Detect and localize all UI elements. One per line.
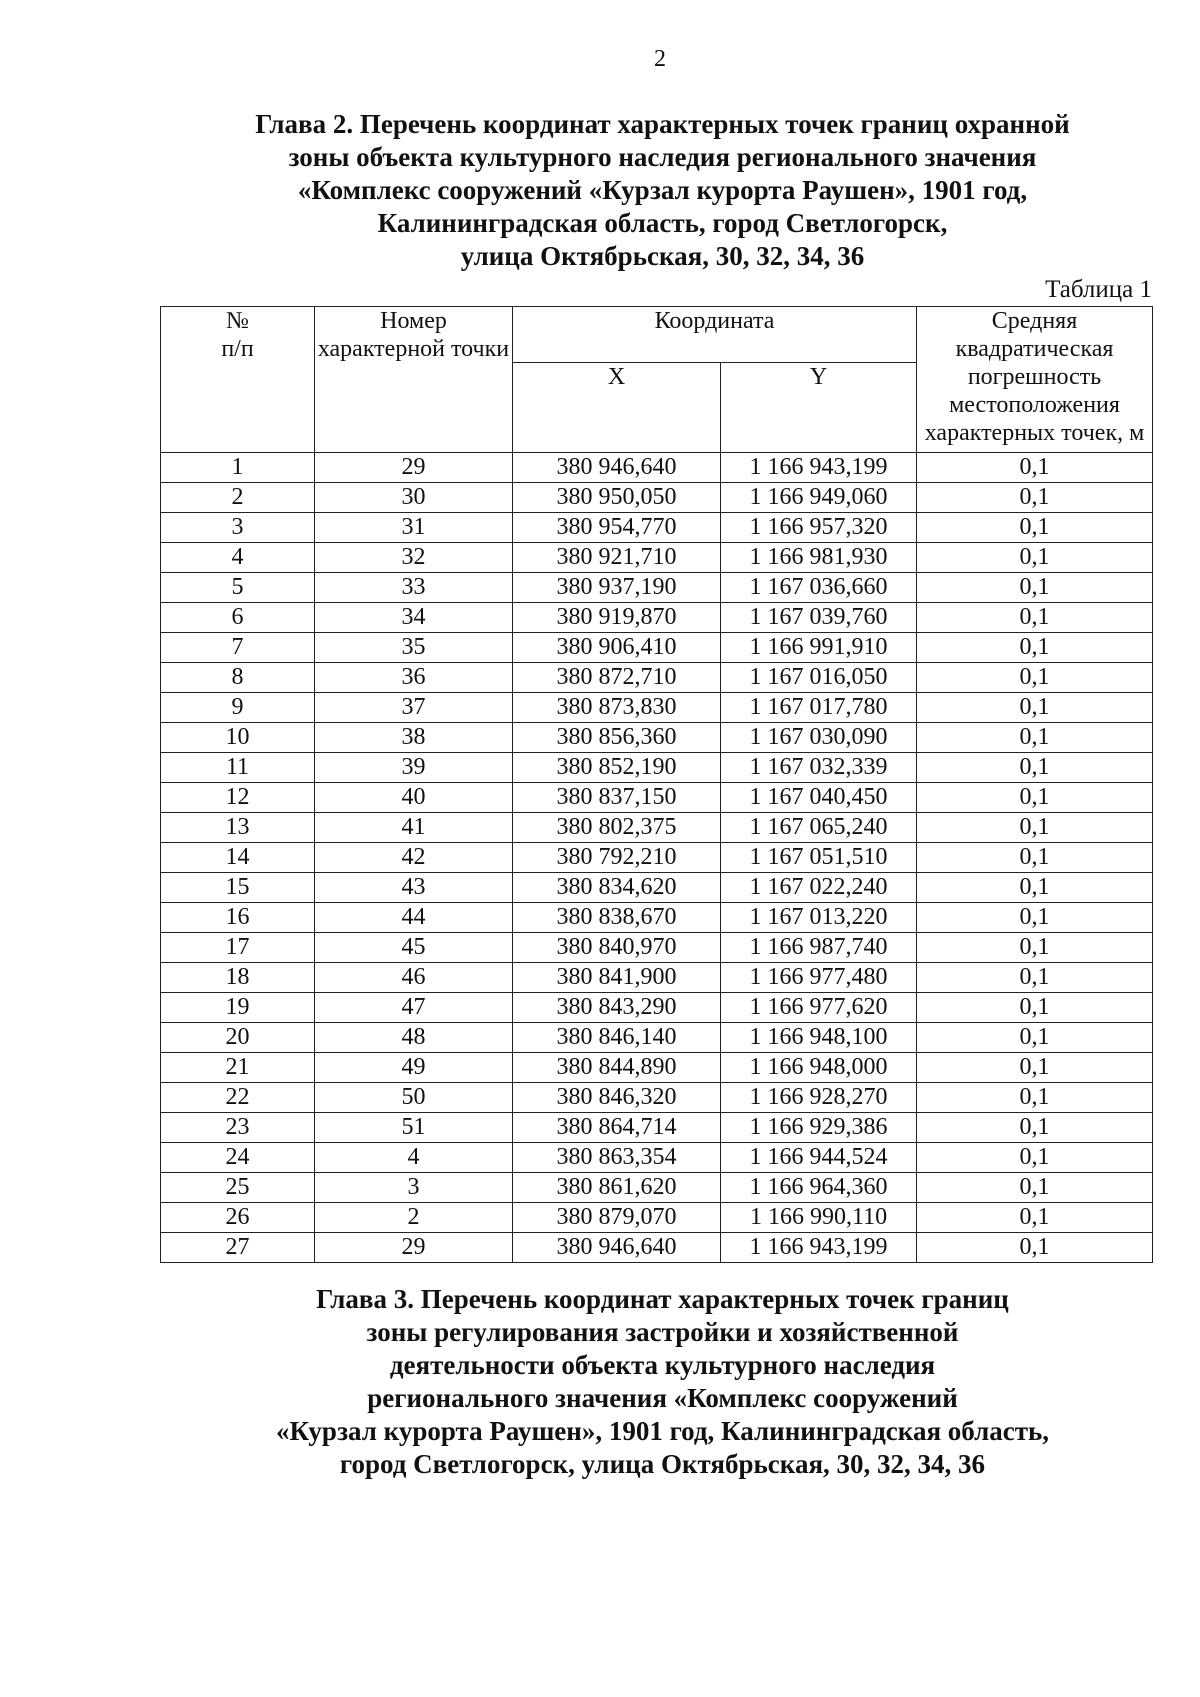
header-error bbox=[917, 307, 1153, 453]
cell-error: 0,1 bbox=[917, 663, 1153, 693]
cell-error: 0,1 bbox=[917, 723, 1153, 753]
cell-number: 4 bbox=[161, 543, 315, 573]
cell-point: 49 bbox=[315, 1053, 513, 1083]
cell-point: 4 bbox=[315, 1143, 513, 1173]
cell-error: 0,1 bbox=[917, 1233, 1153, 1263]
cell-x: 380 954,770 bbox=[513, 513, 721, 543]
cell-x: 380 861,620 bbox=[513, 1173, 721, 1203]
table-label: Таблица 1 bbox=[1045, 276, 1152, 303]
header-text: квадратическая bbox=[955, 336, 1114, 362]
table-row bbox=[161, 843, 1153, 873]
cell-error: 0,1 bbox=[917, 693, 1153, 723]
header-text: характерной точки bbox=[317, 336, 510, 362]
cell-y: 1 167 022,240 bbox=[721, 873, 917, 903]
cell-error: 0,1 bbox=[917, 993, 1153, 1023]
cell-error: 0,1 bbox=[917, 1173, 1153, 1203]
cell-x: 380 863,354 bbox=[513, 1143, 721, 1173]
header-y: Y bbox=[721, 363, 917, 453]
cell-number: 6 bbox=[161, 603, 315, 633]
cell-number: 17 bbox=[161, 933, 315, 963]
cell-x: 380 838,670 bbox=[513, 903, 721, 933]
cell-number: 22 bbox=[161, 1083, 315, 1113]
cell-number: 15 bbox=[161, 873, 315, 903]
cell-x: 380 837,150 bbox=[513, 783, 721, 813]
header-text: № bbox=[226, 308, 249, 334]
cell-error: 0,1 bbox=[917, 873, 1153, 903]
header-text: Номер bbox=[380, 308, 447, 334]
cell-y: 1 166 949,060 bbox=[721, 483, 917, 513]
cell-error: 0,1 bbox=[917, 633, 1153, 663]
table-row bbox=[161, 873, 1153, 903]
table-row bbox=[161, 603, 1153, 633]
cell-y: 1 166 948,100 bbox=[721, 1023, 917, 1053]
cell-point: 39 bbox=[315, 753, 513, 783]
cell-error: 0,1 bbox=[917, 903, 1153, 933]
cell-point: 43 bbox=[315, 873, 513, 903]
heading-line: «Курзал курорта Раушен», 1901 год, Калининградская область, bbox=[275, 1416, 1050, 1446]
cell-number: 9 bbox=[161, 693, 315, 723]
cell-number: 12 bbox=[161, 783, 315, 813]
cell-y: 1 166 957,320 bbox=[721, 513, 917, 543]
cell-error: 0,1 bbox=[917, 573, 1153, 603]
cell-error: 0,1 bbox=[917, 543, 1153, 573]
cell-point: 34 bbox=[315, 603, 513, 633]
table-row bbox=[161, 1083, 1153, 1113]
table-row bbox=[161, 903, 1153, 933]
cell-x: 380 946,640 bbox=[513, 453, 721, 483]
cell-point: 41 bbox=[315, 813, 513, 843]
cell-x: 380 950,050 bbox=[513, 483, 721, 513]
cell-x: 380 841,900 bbox=[513, 963, 721, 993]
cell-y: 1 167 030,090 bbox=[721, 723, 917, 753]
cell-y: 1 166 981,930 bbox=[721, 543, 917, 573]
cell-point: 29 bbox=[315, 453, 513, 483]
cell-y: 1 166 928,270 bbox=[721, 1083, 917, 1113]
cell-x: 380 843,290 bbox=[513, 993, 721, 1023]
cell-number: 11 bbox=[161, 753, 315, 783]
table-row bbox=[161, 1173, 1153, 1203]
table-row bbox=[161, 543, 1153, 573]
cell-error: 0,1 bbox=[917, 513, 1153, 543]
cell-error: 0,1 bbox=[917, 783, 1153, 813]
cell-number: 20 bbox=[161, 1023, 315, 1053]
heading-line: зоны объекта культурного наследия регионального значения bbox=[288, 142, 1037, 172]
table-row bbox=[161, 1113, 1153, 1143]
cell-y: 1 167 013,220 bbox=[721, 903, 917, 933]
table-row bbox=[161, 723, 1153, 753]
header-point-number bbox=[315, 307, 513, 453]
cell-point: 2 bbox=[315, 1203, 513, 1233]
header-text: п/п bbox=[221, 336, 254, 362]
cell-point: 3 bbox=[315, 1173, 513, 1203]
cell-x: 380 873,830 bbox=[513, 693, 721, 723]
cell-point: 44 bbox=[315, 903, 513, 933]
cell-y: 1 166 943,199 bbox=[721, 1233, 917, 1263]
cell-x: 380 844,890 bbox=[513, 1053, 721, 1083]
table-row bbox=[161, 663, 1153, 693]
cell-x: 380 919,870 bbox=[513, 603, 721, 633]
cell-point: 46 bbox=[315, 963, 513, 993]
cell-point: 29 bbox=[315, 1233, 513, 1263]
header-text: характерных точек, м bbox=[924, 420, 1145, 446]
cell-error: 0,1 bbox=[917, 1083, 1153, 1113]
table-row bbox=[161, 453, 1153, 483]
cell-y: 1 166 987,740 bbox=[721, 933, 917, 963]
heading-line: Глава 3. Перечень координат характерных точек границ bbox=[316, 1284, 1009, 1314]
cell-x: 380 906,410 bbox=[513, 633, 721, 663]
cell-y: 1 167 040,450 bbox=[721, 783, 917, 813]
cell-number: 7 bbox=[161, 633, 315, 663]
cell-point: 51 bbox=[315, 1113, 513, 1143]
cell-y: 1 166 929,386 bbox=[721, 1113, 917, 1143]
cell-x: 380 802,375 bbox=[513, 813, 721, 843]
cell-error: 0,1 bbox=[917, 1053, 1153, 1083]
cell-number: 5 bbox=[161, 573, 315, 603]
heading-line: зоны регулирования застройки и хозяйственной bbox=[366, 1317, 959, 1347]
cell-point: 47 bbox=[315, 993, 513, 1023]
cell-y: 1 166 944,524 bbox=[721, 1143, 917, 1173]
chapter-3-heading bbox=[0, 1283, 1200, 1481]
cell-number: 24 bbox=[161, 1143, 315, 1173]
cell-x: 380 856,360 bbox=[513, 723, 721, 753]
cell-y: 1 166 990,110 bbox=[721, 1203, 917, 1233]
header-coordinate: Координата bbox=[513, 307, 917, 363]
heading-line: город Светлогорск, улица Октябрьская, 30, 32, 34, 36 bbox=[339, 1449, 986, 1479]
cell-point: 31 bbox=[315, 513, 513, 543]
header-number bbox=[161, 307, 315, 453]
cell-y: 1 166 948,000 bbox=[721, 1053, 917, 1083]
cell-y: 1 166 943,199 bbox=[721, 453, 917, 483]
cell-number: 19 bbox=[161, 993, 315, 1023]
cell-number: 21 bbox=[161, 1053, 315, 1083]
cell-x: 380 879,070 bbox=[513, 1203, 721, 1233]
heading-line: «Комплекс сооружений «Курзал курорта Раушен», 1901 год, bbox=[297, 175, 1028, 205]
cell-error: 0,1 bbox=[917, 483, 1153, 513]
cell-x: 380 864,714 bbox=[513, 1113, 721, 1143]
table-row bbox=[161, 933, 1153, 963]
cell-y: 1 166 964,360 bbox=[721, 1173, 917, 1203]
header-text: погрешность bbox=[967, 364, 1102, 390]
cell-y: 1 167 016,050 bbox=[721, 663, 917, 693]
cell-x: 380 921,710 bbox=[513, 543, 721, 573]
cell-number: 25 bbox=[161, 1173, 315, 1203]
cell-point: 50 bbox=[315, 1083, 513, 1113]
heading-line: Глава 2. Перечень координат характерных точек границ охранной bbox=[255, 109, 1070, 139]
header-text: Средняя bbox=[991, 308, 1078, 334]
cell-x: 380 834,620 bbox=[513, 873, 721, 903]
heading-line: регионального значения «Комплекс сооружений bbox=[367, 1383, 958, 1413]
cell-y: 1 167 051,510 bbox=[721, 843, 917, 873]
cell-y: 1 167 017,780 bbox=[721, 693, 917, 723]
cell-error: 0,1 bbox=[917, 1113, 1153, 1143]
cell-number: 23 bbox=[161, 1113, 315, 1143]
cell-error: 0,1 bbox=[917, 603, 1153, 633]
cell-error: 0,1 bbox=[917, 753, 1153, 783]
cell-point: 45 bbox=[315, 933, 513, 963]
cell-y: 1 167 032,339 bbox=[721, 753, 917, 783]
table-row bbox=[161, 1143, 1153, 1173]
cell-y: 1 167 036,660 bbox=[721, 573, 917, 603]
cell-point: 36 bbox=[315, 663, 513, 693]
table-row bbox=[161, 513, 1153, 543]
cell-error: 0,1 bbox=[917, 1023, 1153, 1053]
table-row bbox=[161, 1203, 1153, 1233]
coordinates-table bbox=[160, 306, 1153, 1263]
cell-number: 2 bbox=[161, 483, 315, 513]
cell-number: 10 bbox=[161, 723, 315, 753]
heading-line: улица Октябрьская, 30, 32, 34, 36 bbox=[460, 241, 865, 271]
cell-error: 0,1 bbox=[917, 843, 1153, 873]
cell-point: 33 bbox=[315, 573, 513, 603]
table-row bbox=[161, 963, 1153, 993]
table-row bbox=[161, 483, 1153, 513]
chapter-2-heading bbox=[0, 108, 1200, 273]
cell-number: 13 bbox=[161, 813, 315, 843]
table-row bbox=[161, 753, 1153, 783]
table-row bbox=[161, 1053, 1153, 1083]
cell-error: 0,1 bbox=[917, 963, 1153, 993]
cell-error: 0,1 bbox=[917, 1143, 1153, 1173]
heading-line: Калининградская область, город Светлогорск, bbox=[377, 208, 948, 238]
cell-error: 0,1 bbox=[917, 933, 1153, 963]
cell-point: 38 bbox=[315, 723, 513, 753]
cell-number: 18 bbox=[161, 963, 315, 993]
cell-number: 16 bbox=[161, 903, 315, 933]
cell-x: 380 846,140 bbox=[513, 1023, 721, 1053]
table-row bbox=[161, 1233, 1153, 1263]
header-x: X bbox=[513, 363, 721, 453]
cell-y: 1 166 991,910 bbox=[721, 633, 917, 663]
cell-number: 26 bbox=[161, 1203, 315, 1233]
cell-point: 37 bbox=[315, 693, 513, 723]
table-row bbox=[161, 693, 1153, 723]
cell-error: 0,1 bbox=[917, 453, 1153, 483]
header-text: местоположения bbox=[949, 392, 1120, 418]
cell-number: 27 bbox=[161, 1233, 315, 1263]
cell-number: 8 bbox=[161, 663, 315, 693]
table-row bbox=[161, 573, 1153, 603]
table-row bbox=[161, 783, 1153, 813]
cell-number: 3 bbox=[161, 513, 315, 543]
cell-x: 380 840,970 bbox=[513, 933, 721, 963]
cell-y: 1 167 039,760 bbox=[721, 603, 917, 633]
cell-point: 35 bbox=[315, 633, 513, 663]
cell-x: 380 792,210 bbox=[513, 843, 721, 873]
cell-y: 1 166 977,620 bbox=[721, 993, 917, 1023]
table-row bbox=[161, 813, 1153, 843]
cell-point: 30 bbox=[315, 483, 513, 513]
cell-x: 380 946,640 bbox=[513, 1233, 721, 1263]
cell-point: 32 bbox=[315, 543, 513, 573]
cell-y: 1 167 065,240 bbox=[721, 813, 917, 843]
cell-error: 0,1 bbox=[917, 1203, 1153, 1233]
cell-number: 14 bbox=[161, 843, 315, 873]
cell-point: 40 bbox=[315, 783, 513, 813]
table-row bbox=[161, 1023, 1153, 1053]
cell-x: 380 872,710 bbox=[513, 663, 721, 693]
cell-point: 48 bbox=[315, 1023, 513, 1053]
cell-number: 1 bbox=[161, 453, 315, 483]
page-number: 2 bbox=[654, 46, 666, 72]
cell-y: 1 166 977,480 bbox=[721, 963, 917, 993]
cell-point: 42 bbox=[315, 843, 513, 873]
table-row bbox=[161, 633, 1153, 663]
cell-x: 380 937,190 bbox=[513, 573, 721, 603]
cell-x: 380 846,320 bbox=[513, 1083, 721, 1113]
cell-error: 0,1 bbox=[917, 813, 1153, 843]
table-row bbox=[161, 993, 1153, 1023]
cell-x: 380 852,190 bbox=[513, 753, 721, 783]
heading-line: деятельности объекта культурного наследия bbox=[389, 1350, 936, 1380]
